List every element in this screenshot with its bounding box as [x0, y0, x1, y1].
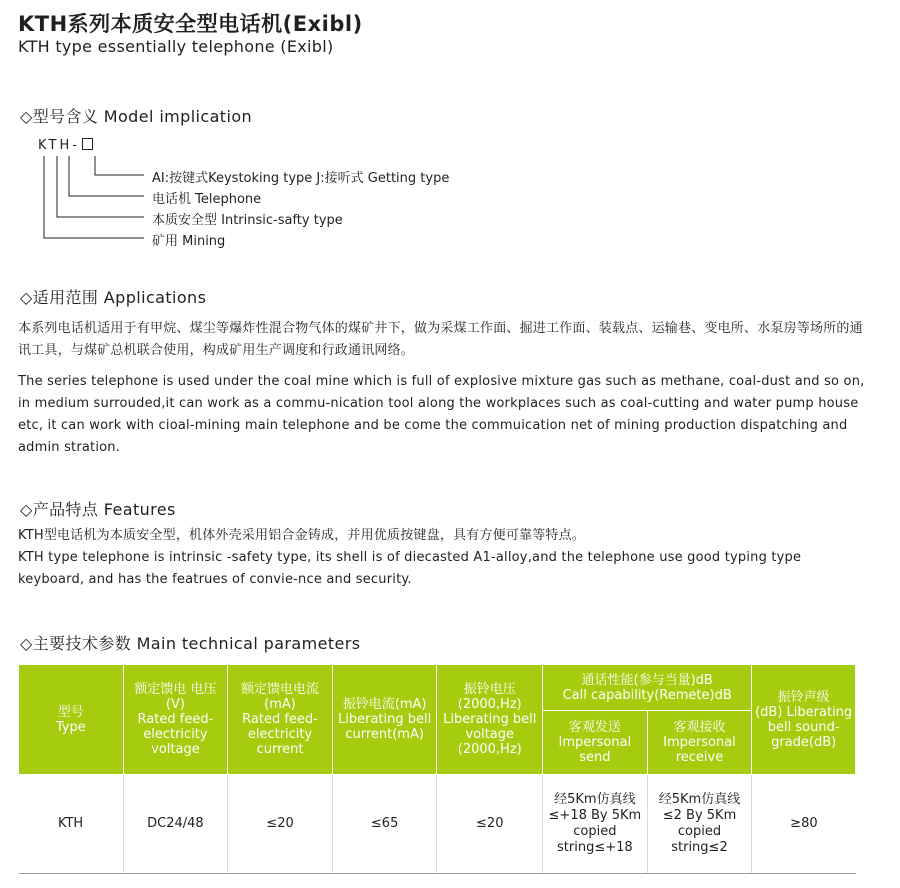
- cell-type: KTH: [19, 775, 124, 874]
- model-legend-3: 本质安全型 Intrinsic-safty type: [152, 213, 343, 228]
- header-current: [228, 665, 333, 775]
- header-current-cn: 额定馈电电流 (mA): [241, 682, 320, 712]
- header-send-en: Impersonal send: [558, 735, 632, 765]
- parameters-table: [18, 664, 856, 874]
- header-current-en: Rated feed- electricity current: [242, 712, 318, 757]
- header-bell-current-text: 振铃电流(mA) Liberating bell current(mA): [338, 697, 432, 742]
- features-cn-text: KTH型电话机为本质安全型，机体外壳采用铝合金铸成，并用优质按键盘，具有方便可靠等特点。: [18, 528, 586, 543]
- model-connector-lines: [0, 0, 160, 250]
- header-send-cn: 客观发送: [568, 720, 621, 735]
- page-subtitle: KTH type essentially telephone (Exibl): [18, 37, 334, 56]
- header-voltage: [123, 665, 228, 775]
- parameters-heading: ◇主要技术参数 Main technical parameters: [20, 634, 361, 653]
- table-row: [19, 775, 856, 874]
- header-call-en: Call capability(Remete)dB: [562, 687, 732, 703]
- model-code-text: KTH-: [38, 138, 80, 153]
- header-voltage-cn: 额定馈电 电压(V): [134, 682, 217, 712]
- header-receive-en: Impersonal receive: [663, 735, 736, 765]
- header-receive: [647, 711, 752, 775]
- cell-send: 经5Km仿真线≤+18 By 5Km copied string≤+18: [543, 775, 648, 874]
- header-bell-voltage-text: 振铃电压 (2000,Hz) Liberating bell voltage (2000,Hz): [443, 682, 537, 757]
- model-heading: ◇型号含义 Model implication: [20, 107, 253, 126]
- header-receive-cn: 客观接收: [673, 720, 726, 735]
- applications-heading: ◇适用范围 Applications: [20, 288, 207, 307]
- header-send: [543, 711, 648, 775]
- header-voltage-en: Rated feed- electricity voltage: [137, 712, 214, 757]
- features-heading: ◇产品特点 Features: [20, 500, 176, 519]
- applications-cn-text: 本系列电话机适用于有甲烷、煤尘等爆炸性混合物气体的煤矿井下，做为采煤工作面、掘进工作面、装载点、运输巷、变电所、水泵房等场所的通讯工具，与煤矿总机联合使用，构成矿用生产调度和行政通讯网络。: [18, 321, 863, 358]
- header-call-capability: [543, 665, 752, 711]
- header-type: [19, 665, 124, 775]
- model-legend-2: 电话机 Telephone: [152, 192, 262, 207]
- cell-bell-voltage: ≤20: [437, 775, 543, 874]
- header-sound-cn: 振铃声级: [777, 689, 830, 705]
- header-bell-voltage: [437, 665, 543, 775]
- header-type-cn: 型号: [57, 704, 84, 720]
- model-legend-4: 矿用 Mining: [152, 234, 226, 249]
- header-sound-en: (dB) Liberating bell sound- grade(dB): [755, 704, 853, 750]
- features-en-text: KTH type telephone is intrinsic -safety type, its shell is of diecasted A1-alloy,and the telephone use good typing type keyboard, and has the featrues of convie-nce and security.: [18, 550, 802, 587]
- applications-en-text: The series telephone is used under the coal mine which is full of explosive mixture gas such as methane, coal-dust and so on, in medium surrouded,it can work as a commu-nication tool along the workplaces such as coal-cutting and water pump house etc, it can work with cioal-mining main telephone and be come the commuication net of mining production dispatching and admin stration.: [18, 374, 865, 455]
- cell-current: ≤20: [228, 775, 333, 874]
- header-sound-grade: [752, 665, 856, 775]
- cell-voltage: DC24/48: [123, 775, 228, 874]
- page-title: KTH系列本质安全型电话机(Exibl): [18, 12, 363, 36]
- cell-receive: 经5Km仿真线≤2 By 5Km copied string≤2: [647, 775, 752, 874]
- header-type-en: Type: [55, 719, 86, 735]
- cell-sound: ≥80: [752, 775, 856, 874]
- model-legend-1: AI:按键式Keystoking type J:接听式 Getting type: [152, 171, 450, 186]
- cell-bell-current: ≤65: [332, 775, 437, 874]
- header-bell-current: [332, 665, 437, 775]
- header-call-cn: 通话性能(参与当量)dB: [581, 672, 713, 688]
